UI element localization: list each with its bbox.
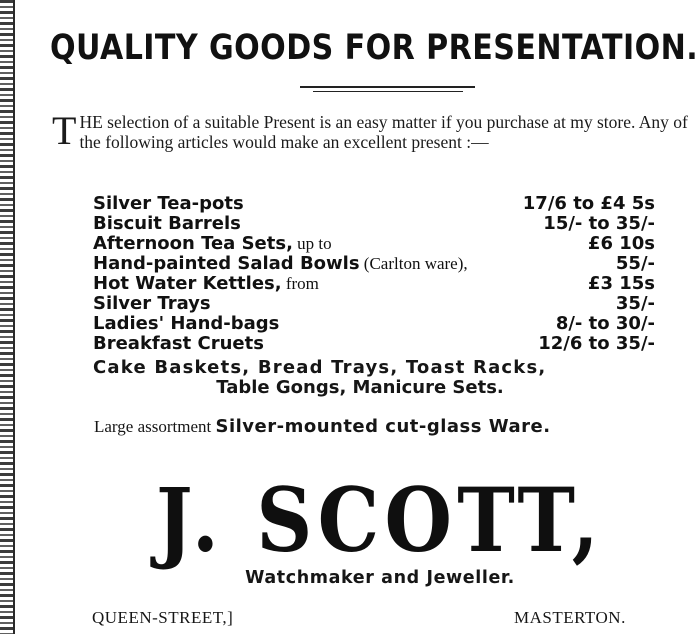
border-rule [13,0,15,634]
item-name: Silver Tea-pots [93,193,244,214]
item-price: 35/- [615,293,655,314]
item-price: £6 10s [587,233,655,254]
item-price: 12/6 to 35/- [538,333,655,354]
item-price: 55/- [615,253,655,274]
price-row [93,313,655,333]
price-row [93,233,655,253]
item-price: 8/- to 30/- [555,313,655,334]
price-row [93,333,655,353]
item-name: Hand-painted Salad Bowls [93,253,360,274]
price-row [93,213,655,233]
item-price: 17/6 to £4 5s [522,193,655,214]
price-row [93,273,655,293]
price-row [93,193,655,213]
price-list [93,193,655,353]
headline: QUALITY GOODS FOR PRESENTATION. [50,28,699,68]
assortment-prefix: Large assortment [94,417,216,436]
item-price: £3 15s [587,273,655,294]
intro-paragraph [52,108,692,153]
shop-name: J. SCOTT, [155,468,605,572]
drop-cap: T [52,108,77,153]
price-row [93,293,655,313]
item-note: (Carlton ware), [359,254,468,273]
item-name: Hot Water Kettles, [93,273,282,294]
trade-line: Watchmaker and Jeweller. [245,568,515,588]
extra-items-line: Table Gongs, Manicure Sets. [216,377,504,398]
address-street: QUEEN-STREET,] [92,608,234,627]
decorative-left-border [0,0,14,634]
item-price: 15/- to 35/- [543,213,655,234]
item-note: up to [292,234,332,253]
item-name: Afternoon Tea Sets, [93,233,293,254]
address-town: MASTERTON. [514,608,626,627]
item-note: from [281,274,319,293]
item-name: Biscuit Barrels [93,213,241,234]
assortment-highlight: Silver-mounted cut-glass Ware. [215,416,551,437]
price-row [93,253,655,273]
item-name: Ladies' Hand-bags [93,313,280,334]
decorative-rule-thin [313,91,463,92]
item-name: Silver Trays [93,293,211,314]
extra-items-line: Cake Baskets, Bread Trays, Toast Racks, [93,357,547,378]
assortment-line [94,416,694,437]
intro-text: HE selection of a suitable Present is an easy matter if you purchase at my store. Any of the following articles would make an excellent present :— [79,112,688,152]
decorative-rule [300,86,475,88]
item-name: Breakfast Cruets [93,333,264,354]
